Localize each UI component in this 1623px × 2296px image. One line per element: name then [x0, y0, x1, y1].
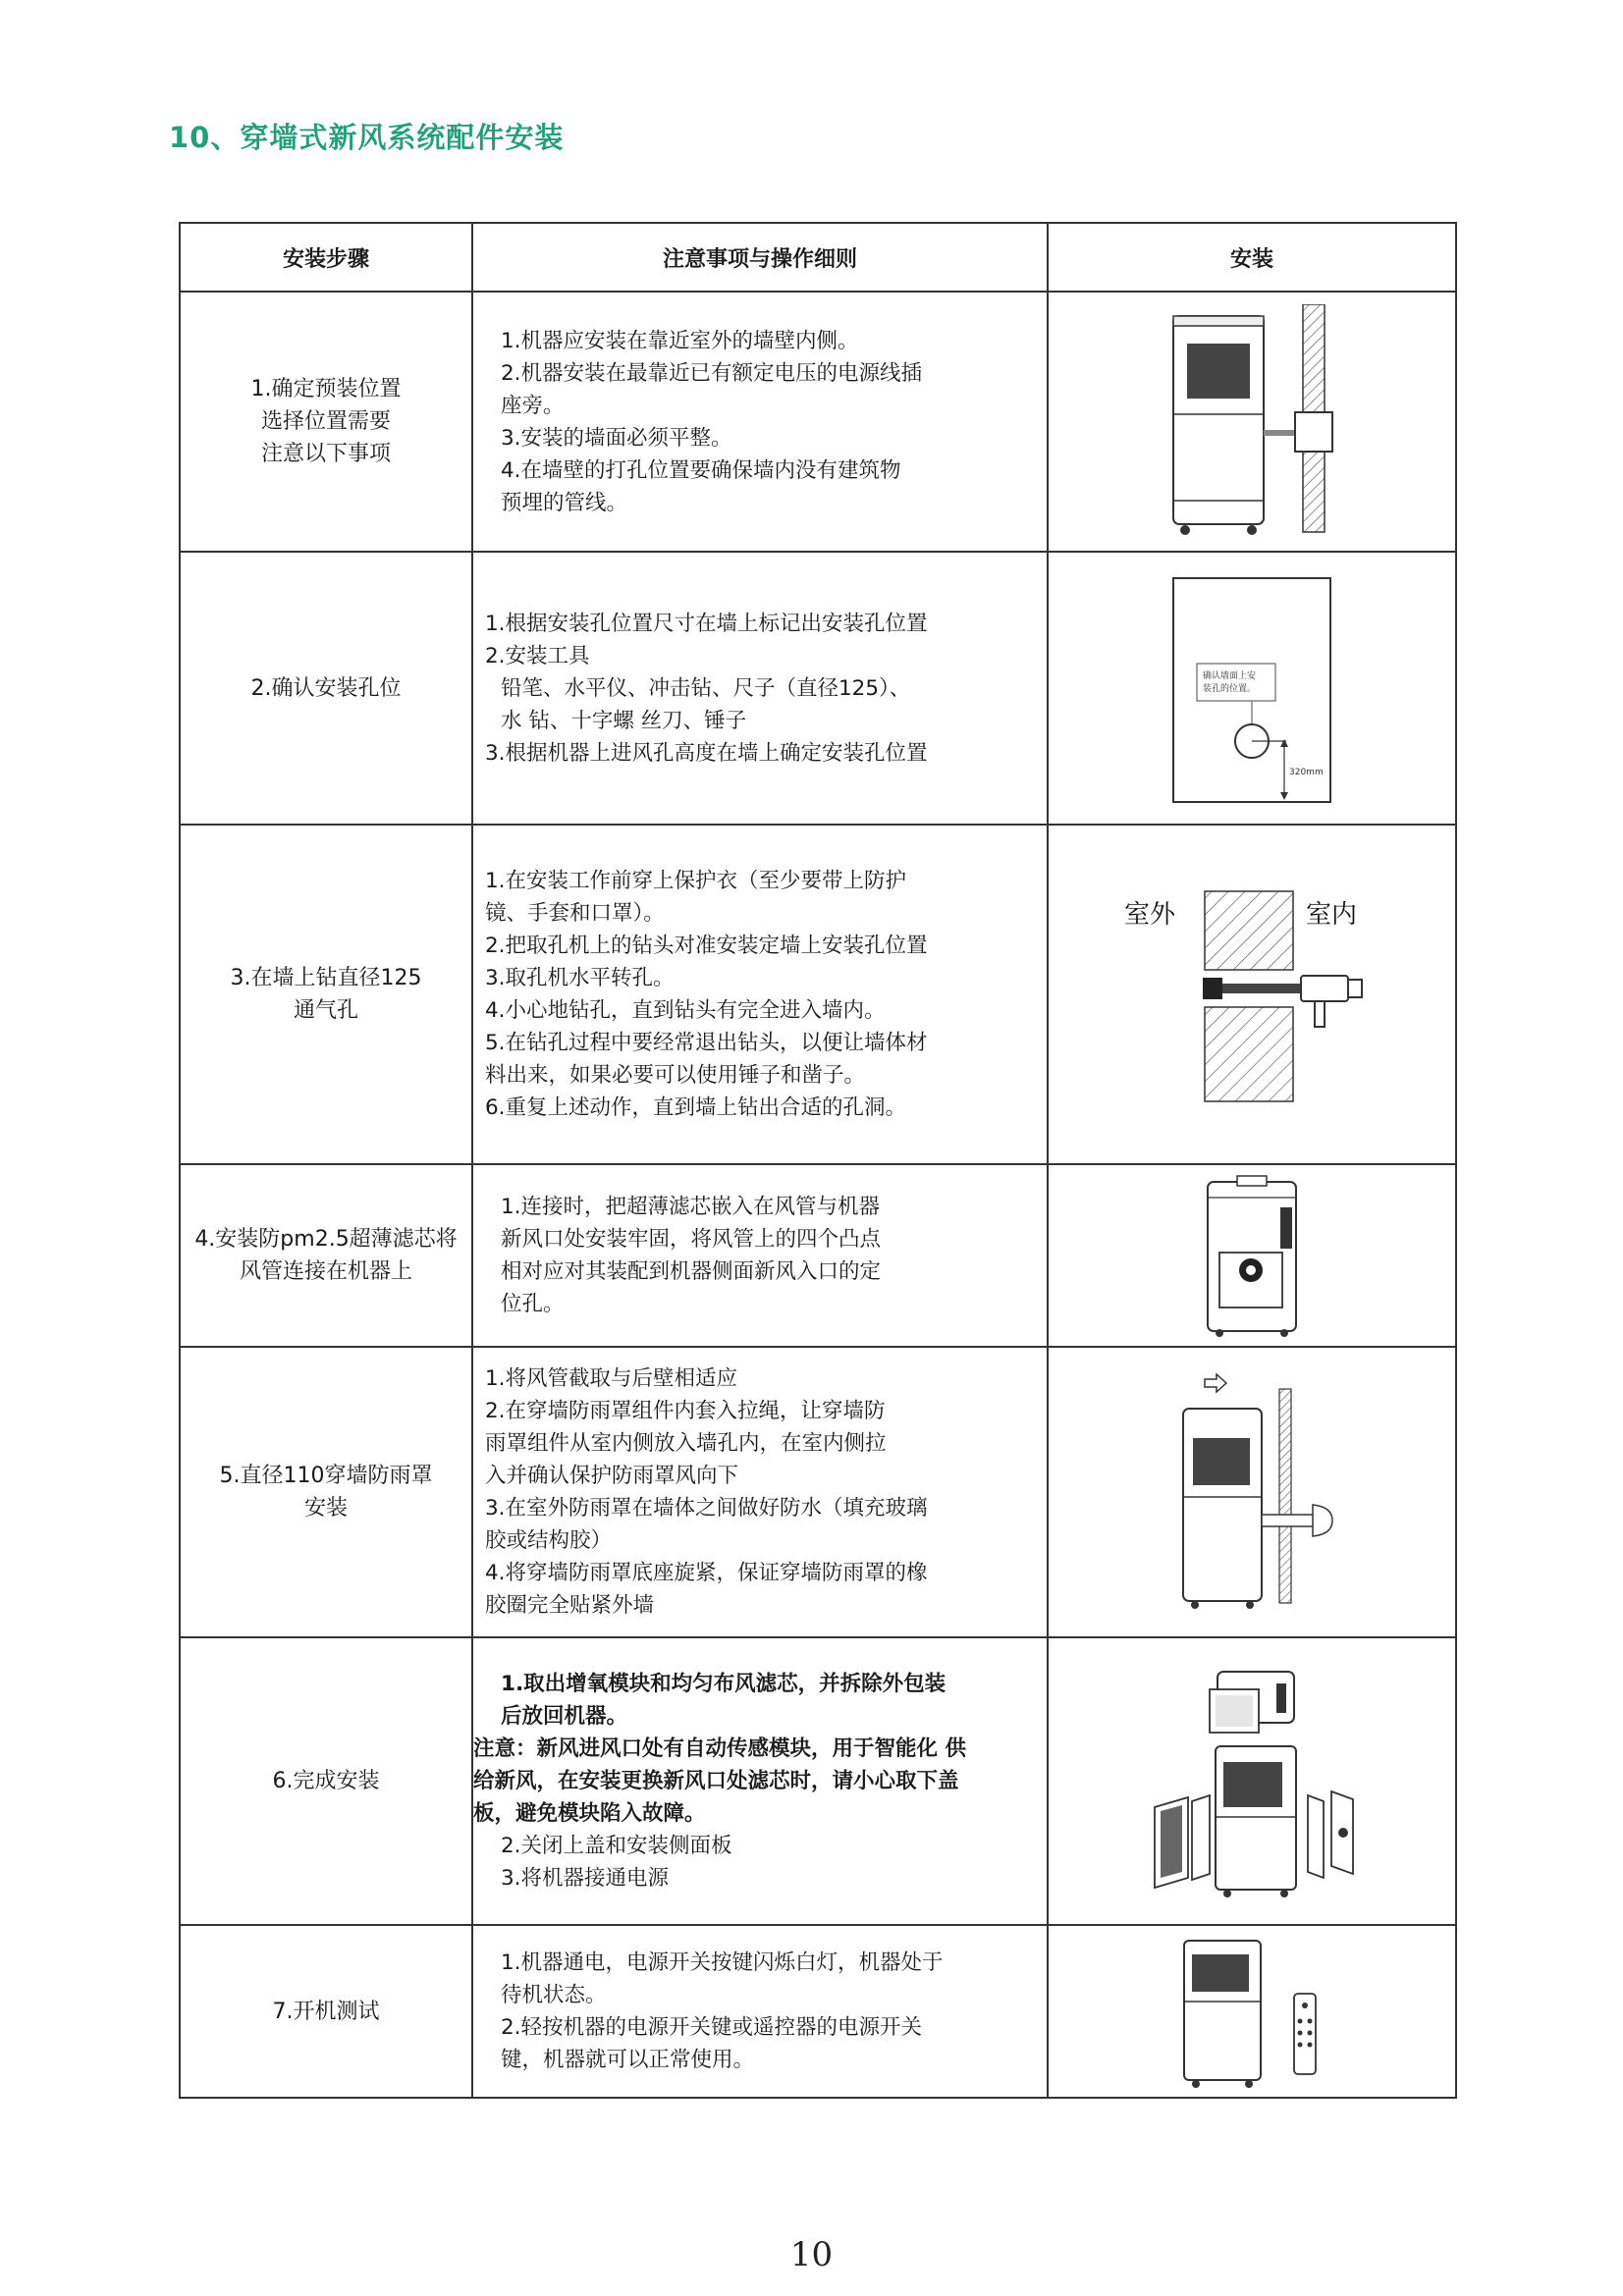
note-line: 1.根据安装孔位置尺寸在墙上标记出安装孔位置 [485, 611, 928, 636]
step-label: 5.直径110穿墙防雨罩 安装 [219, 1464, 433, 1521]
note-line: 4.将穿墙防雨罩底座旋紧，保证穿墙防雨罩的橡 胶圈完全贴紧外墙 [485, 1561, 928, 1618]
image-cell [1048, 292, 1456, 552]
unit-with-remote-illustration [1168, 1933, 1335, 2090]
unit-side-inlet-illustration [1178, 1172, 1325, 1339]
note-line: 2.轻按机器的电源开关键或遥控器的电源开关 键，机器就可以正常使用。 [501, 2015, 923, 2072]
notes-cell [472, 1637, 1048, 1925]
table-row [180, 292, 1456, 552]
installation-table [179, 222, 1457, 2099]
note-line: 3.安装的墙面必须平整。 [501, 425, 732, 451]
table-row [180, 552, 1456, 825]
notes-cell [472, 1164, 1048, 1347]
step-cell [180, 1925, 472, 2098]
wall-hole-marking-illustration [1163, 570, 1340, 806]
table-row [180, 1637, 1456, 1925]
step-cell [180, 1637, 472, 1925]
note-line: 2.关闭上盖和安装侧面板 [501, 1834, 732, 1858]
note-line: 3.根据机器上进风孔高度在墙上确定安装孔位置 [485, 740, 928, 766]
table-row [180, 1925, 1456, 2098]
note-line: 1.将风管截取与后壁相适应 [485, 1366, 738, 1391]
step-label: 3.在墙上钻直径125 通气孔 [230, 966, 422, 1023]
note-line: 1.取出增氧模块和均匀布风滤芯，并拆除外包装 后放回机器。 [501, 1672, 947, 1729]
image-cell [1048, 825, 1456, 1164]
table-row [180, 825, 1456, 1164]
step-cell [180, 1347, 472, 1637]
table-header-row [180, 223, 1456, 292]
rain-cover-illustration [1154, 1369, 1350, 1615]
section-title: 10、穿墙式新风系统配件安装 [169, 121, 565, 154]
image-cell [1048, 1347, 1456, 1637]
step-cell [180, 825, 472, 1164]
step-label: 4.安装防pm2.5超薄滤芯将 风管连接在机器上 [194, 1227, 458, 1284]
note-line: 2.把取孔机上的钻头对准安装定墙上安装孔位置 [485, 934, 928, 958]
callout-line-2: 装孔的位置。 [1203, 684, 1257, 694]
drilling-illustration [1105, 881, 1399, 1107]
note-line: 5.在钻孔过程中要经常退出钻头，以便让墙体材 料出来，如果必要可以使用锤子和凿子。 [485, 1031, 928, 1088]
indoor-label: 室内 [1306, 900, 1358, 930]
callout-line-1: 确认墙面上安 [1203, 671, 1257, 681]
note-line: 铅笔、水平仪、冲击钻、尺子（直径125）、 水 钻、十字螺 丝刀、锤子 [501, 675, 911, 733]
table-row [180, 1347, 1456, 1637]
notes-cell [472, 292, 1048, 552]
notes-cell [472, 1925, 1048, 2098]
image-cell [1048, 1637, 1456, 1925]
note-line: 3.取孔机水平转孔。 [485, 966, 675, 990]
note-line: 2.安装工具 [485, 643, 590, 668]
image-cell [1048, 1164, 1456, 1347]
notes-cell [472, 552, 1048, 825]
step-label: 6.完成安装 [272, 1769, 380, 1793]
unit-beside-wall-illustration [1154, 304, 1350, 540]
step-cell [180, 292, 472, 552]
image-cell [1048, 552, 1456, 825]
note-line: 注意：新风进风口处有自动传感模块，用于智能化 供 给新风，在安装更换新风口处滤芯时，请小心取下盖 板，避免模块陷入故障。 [473, 1736, 966, 1826]
note-line: 3.将机器接通电源 [501, 1866, 670, 1891]
header-notes: 注意事项与操作细则 [472, 223, 1048, 292]
note-line: 1.连接时，把超薄滤芯嵌入在风管与机器 新风口处安装牢固，将风管上的四个凸点 相对应对其装配到机器侧面新风入口的定 位孔。 [501, 1195, 882, 1316]
note-line: 1.机器通电，电源开关按键闪烁白灯，机器处于 待机状态。 [501, 1950, 944, 2007]
header-step: 安装步骤 [180, 223, 472, 292]
notes-cell [472, 825, 1048, 1164]
dimension-label: 320mm [1289, 768, 1324, 777]
exploded-view-illustration [1139, 1664, 1365, 1899]
note-line: 6.重复上述动作，直到墙上钻出合适的孔洞。 [485, 1095, 907, 1120]
notes-cell [472, 1347, 1048, 1637]
step-label: 1.确定预装位置 选择位置需要 注意以下事项 [250, 377, 402, 466]
step-label: 7.开机测试 [272, 1999, 380, 2024]
header-install: 安装 [1048, 223, 1456, 292]
image-cell [1048, 1925, 1456, 2098]
outdoor-label: 室外 [1124, 900, 1176, 930]
note-line: 2.在穿墙防雨罩组件内套入拉绳，让穿墙防 雨罩组件从室内侧放入墙孔内，在室内侧拉 入并确认保护防雨罩风向下 [485, 1399, 887, 1488]
note-line: 1.机器应安装在靠近室外的墙壁内侧。 [501, 328, 859, 353]
table-row [180, 1164, 1456, 1347]
note-line: 2.机器安装在最靠近已有额定电压的电源线插 座旁。 [501, 360, 923, 418]
note-line: 4.在墙壁的打孔位置要确保墙内没有建筑物 预埋的管线。 [501, 457, 901, 515]
note-line: 4.小心地钻孔，直到钻头有完全进入墙内。 [485, 998, 886, 1023]
step-cell [180, 552, 472, 825]
note-line: 1.在安装工作前穿上保护衣（至少要带上防护 镜、手套和口罩）。 [485, 869, 907, 926]
note-line: 3.在室外防雨罩在墙体之间做好防水（填充玻璃 胶或结构胶） [485, 1496, 928, 1553]
page-number: 10 [789, 2235, 834, 2274]
step-cell [180, 1164, 472, 1347]
step-label: 2.确认安装孔位 [250, 675, 402, 701]
